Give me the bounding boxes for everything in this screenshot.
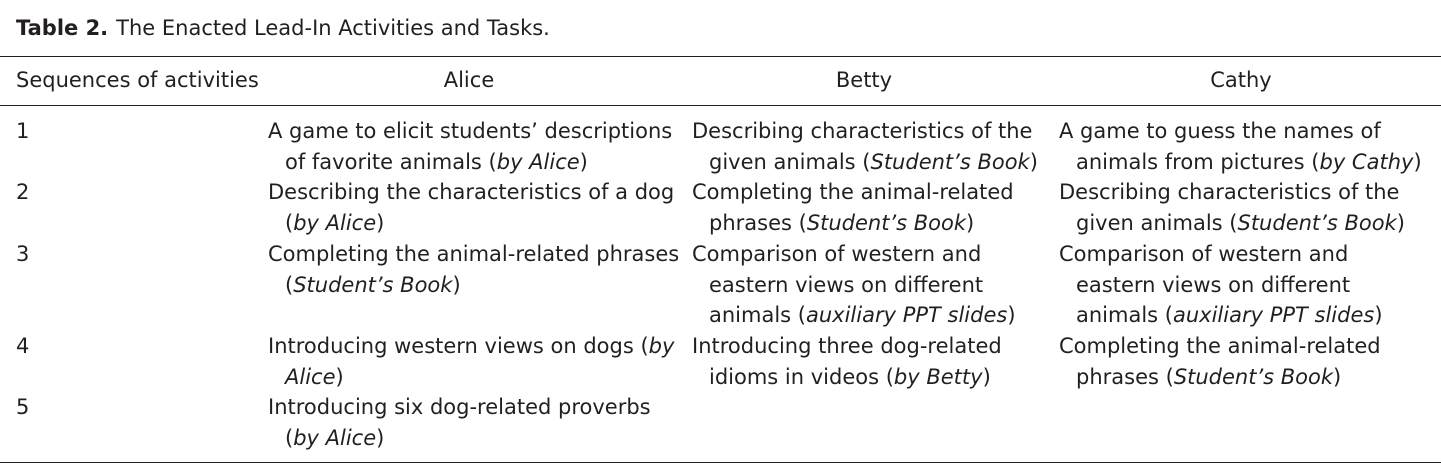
sequence-number: 2 [16, 180, 30, 204]
cell-text: ( [285, 425, 294, 450]
cell-text: ) [1333, 364, 1342, 389]
cell-line [268, 423, 651, 454]
table-bottom-rule [0, 462, 1441, 463]
cell-text: Completing the animal-related [692, 180, 1014, 204]
cell-line [268, 116, 672, 147]
cell-line [1059, 362, 1381, 393]
betty-activity [692, 177, 1014, 238]
cell-line [692, 270, 1016, 301]
cell-text: given animals ( [709, 149, 871, 174]
table-top-rule [0, 56, 1441, 57]
header-cathy: Cathy [1210, 68, 1272, 92]
cell-text: ) [1007, 303, 1016, 327]
cell-text: ) [1396, 210, 1405, 235]
cell-text: Describing the characteristics of a dog [268, 180, 675, 204]
cell-line [268, 270, 679, 301]
cell-line [692, 300, 1016, 331]
italic-source-text: by Cathy [1319, 149, 1414, 174]
cell-text: eastern views on different [1076, 272, 1351, 297]
cell-line [1059, 208, 1405, 239]
cell-line [1059, 147, 1422, 178]
table-caption-label: Table 2. [16, 16, 109, 40]
cell-text: ) [1413, 149, 1422, 174]
cell-line [692, 331, 1002, 362]
cell-text: ) [376, 425, 385, 450]
cell-text: A game to guess the names of [1059, 119, 1381, 143]
cell-text: ) [376, 210, 385, 235]
italic-source-text: auxiliary PPT slides [805, 303, 1008, 327]
italic-source-text: Student’s Book [1237, 210, 1397, 235]
cell-text: Introducing western views on dogs ( [268, 334, 649, 358]
italic-source-text: auxiliary PPT slides [1172, 303, 1375, 327]
cell-text: ( [285, 210, 294, 235]
cell-line [268, 331, 674, 362]
cell-text: ) [966, 210, 975, 235]
cell-line [268, 147, 672, 178]
cell-text: Introducing three dog-related [692, 334, 1002, 358]
cell-line [692, 362, 1002, 393]
cell-line [268, 392, 651, 423]
italic-source-text: Student’s Book [870, 149, 1030, 174]
cell-line [268, 362, 674, 393]
table-header-rule [0, 105, 1441, 106]
header-sequences: Sequences of activities [16, 68, 259, 92]
italic-source-text: by [648, 334, 675, 358]
cell-text: Completing the animal-related phrases [268, 242, 680, 266]
alice-activity [268, 392, 651, 453]
cell-line [692, 147, 1038, 178]
cell-text: ) [1374, 303, 1383, 327]
cell-text: Introducing six dog-related proverbs [268, 395, 651, 419]
cell-text: ( [285, 272, 294, 297]
cathy-activity [1059, 177, 1405, 238]
cell-line [692, 116, 1038, 147]
betty-activity [692, 116, 1038, 177]
cathy-activity [1059, 116, 1422, 177]
cell-text: phrases ( [1076, 364, 1174, 389]
cell-line [1059, 270, 1383, 301]
cell-text: A game to elicit students’ descriptions [268, 119, 673, 143]
cell-text: phrases ( [709, 210, 807, 235]
sequence-number: 4 [16, 334, 30, 358]
alice-activity [268, 116, 672, 177]
italic-source-text: by Betty [893, 364, 983, 389]
header-alice: Alice [443, 68, 495, 92]
cell-text: given animals ( [1076, 210, 1238, 235]
italic-source-text: Alice [285, 364, 336, 389]
cathy-activity [1059, 331, 1381, 392]
betty-activity [692, 239, 1016, 331]
cell-line [1059, 239, 1383, 270]
italic-source-text: by Alice [496, 149, 580, 174]
cell-text: animals from pictures ( [1076, 149, 1320, 174]
cell-text: of favorite animals ( [285, 149, 497, 174]
italic-source-text: Student’s Book [1173, 364, 1334, 389]
cathy-activity [1059, 239, 1383, 331]
betty-activity [692, 331, 1002, 392]
cell-text: animals ( [709, 303, 806, 327]
table-caption [16, 14, 550, 42]
italic-source-text: Student’s Book [293, 272, 453, 297]
italic-source-text: by Alice [293, 425, 377, 450]
cell-line [692, 208, 1014, 239]
cell-text: Completing the animal-related [1059, 334, 1381, 358]
sequence-number: 1 [16, 119, 30, 143]
cell-line [1059, 300, 1383, 331]
italic-source-text: Student’s Book [806, 210, 967, 235]
alice-activity [268, 331, 674, 392]
cell-line [1059, 331, 1381, 362]
cell-line [268, 177, 674, 208]
header-betty: Betty [835, 68, 893, 92]
cell-text: ) [1029, 149, 1038, 174]
sequence-number: 3 [16, 242, 30, 266]
cell-line [692, 239, 1016, 270]
cell-line [1059, 177, 1405, 208]
cell-text: ) [452, 272, 461, 297]
alice-activity [268, 177, 674, 238]
cell-text: Comparison of western and [692, 242, 982, 266]
cell-text: animals ( [1076, 303, 1173, 327]
cell-text: Describing characteristics of the [692, 119, 1033, 143]
italic-source-text: by Alice [293, 210, 377, 235]
cell-text: ) [982, 364, 991, 389]
cell-text: idioms in videos ( [709, 364, 894, 389]
cell-text: Comparison of western and [1059, 242, 1349, 266]
cell-text: ) [579, 149, 588, 174]
table-caption-title: The Enacted Lead-In Activities and Tasks. [116, 16, 550, 40]
cell-text: eastern views on different [709, 272, 984, 297]
cell-line [1059, 116, 1422, 147]
alice-activity [268, 239, 679, 300]
cell-line [268, 208, 674, 239]
sequence-number: 5 [16, 395, 30, 419]
cell-text: ) [335, 364, 344, 389]
cell-text: Describing characteristics of the [1059, 180, 1400, 204]
cell-line [268, 239, 679, 270]
cell-line [692, 177, 1014, 208]
